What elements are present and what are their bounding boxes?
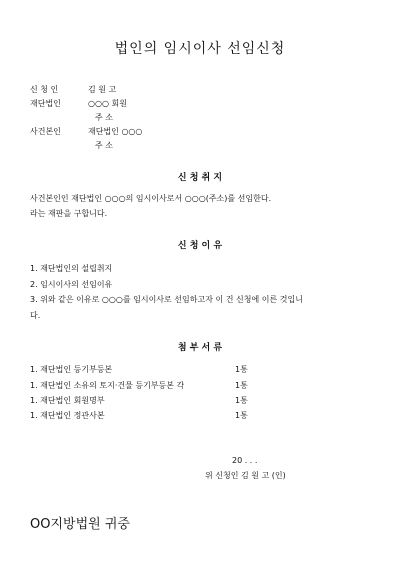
applicant-address-label: 주 소 (95, 113, 113, 122)
court-name: OO지방법원 귀중 (30, 517, 130, 532)
case-subject-address-label: 주 소 (95, 141, 113, 150)
reasons-heading: 신 청 이 유 (177, 241, 223, 251)
signature-line: 위 신청인 김 원 고 (인) (205, 471, 286, 480)
attachment-name: 1. 재단법인 정관사본 (30, 411, 105, 420)
purpose-heading: 신 청 취 지 (177, 173, 223, 183)
purpose-line-2: 라는 재판을 구합니다. (30, 209, 108, 218)
attachment-count: 1통 (235, 381, 248, 390)
foundation-label: 재단법인 (30, 99, 61, 108)
reason-item: 3. 위와 같은 이유로 ○○○를 임시이사로 선임하고자 이 건 신청에 이른 것입니 (30, 295, 303, 304)
case-subject-value: 재단법인 ○○○ (88, 127, 143, 136)
reason-item-continued: 다. (30, 311, 41, 320)
attachment-count: 1통 (235, 411, 248, 420)
applicant-label: 신 청 인 (30, 85, 59, 94)
attachment-name: 1. 재단법인 회원명부 (30, 396, 105, 405)
applicant-name: 김 원 고 (88, 85, 117, 94)
attachment-name: 1. 재단법인 등기부등본 (30, 365, 113, 374)
foundation-name: ○○○ 회원 (88, 99, 127, 108)
case-subject-label: 사건본인 (30, 127, 61, 136)
attachment-name: 1. 재단법인 소유의 토지·건물 등기부등본 각 (30, 381, 185, 390)
attachments-heading: 첨 부 서 류 (177, 343, 223, 353)
attachment-count: 1통 (235, 396, 248, 405)
document-title: 법인의 임시이사 선임신청 (114, 41, 286, 57)
signature-date: 20 . . . (232, 456, 258, 465)
reason-item: 1. 재단법인의 설립취지 (30, 264, 113, 273)
reason-item: 2. 임시이사의 선임이유 (30, 280, 113, 289)
purpose-line-1: 사건본인인 재단법인 ○○○의 임시이사로서 ○○○(주소)를 선임한다. (30, 194, 272, 203)
attachment-count: 1통 (235, 365, 248, 374)
